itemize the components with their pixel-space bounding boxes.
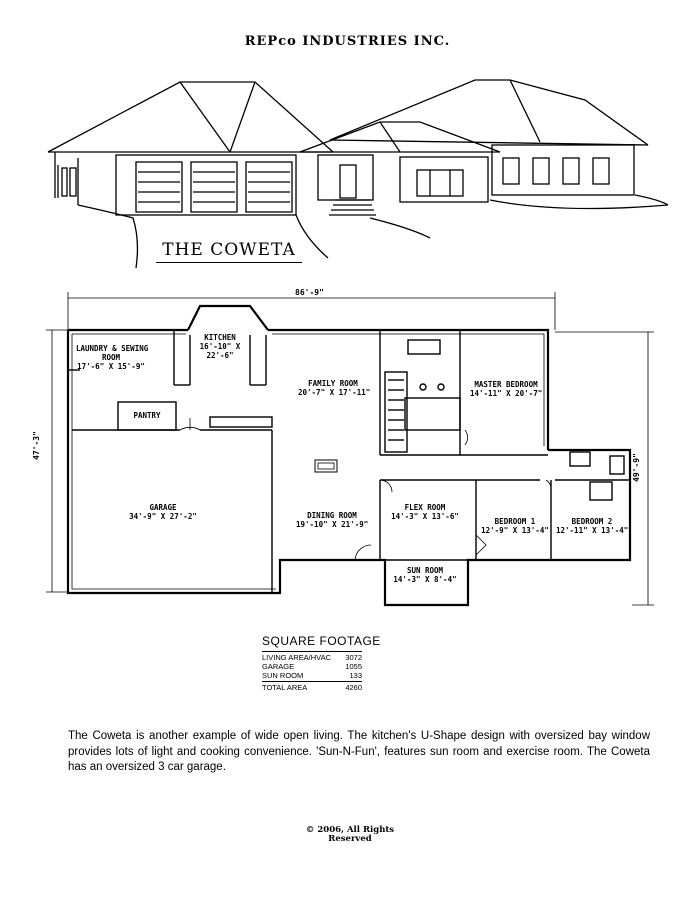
pantry-label (122, 411, 172, 420)
row-value: 1055 (345, 662, 362, 671)
family-room-label (298, 379, 371, 397)
row-label: GARAGE (262, 662, 295, 671)
plan-description: The Coweta is another example of wide open living. The kitchen's U-Shape design with oversized bay window provides lots of light and cooking convenience. 'Sun-N-Fun', features sun room and exercise room. The Coweta has an oversized 3 car garage. (68, 730, 650, 773)
sun-room-label (390, 566, 460, 584)
copyright-line: Reserved (328, 834, 372, 844)
table-total-row (262, 683, 362, 692)
table-rule (262, 651, 362, 652)
room-size: 20'-7" X 17'-11" (298, 388, 371, 397)
room-size: 19'-10" X 21'-9" (296, 520, 369, 529)
kitchen-label (190, 333, 250, 360)
row-value: 133 (349, 671, 362, 680)
room-size: 14'-3" X 13'-6" (391, 512, 459, 521)
row-label: SUN ROOM (262, 671, 304, 680)
garage-label (128, 503, 198, 521)
row-label: LIVING AREA/HVAC (262, 653, 332, 662)
room-size: 14'-3" X 8'-4" (393, 575, 457, 584)
room-name: FLEX ROOM (404, 503, 446, 512)
room-size: 34'-9" X 27'-2" (129, 512, 197, 521)
total-value: 4260 (345, 683, 362, 692)
room-size: 16'-10" X (199, 342, 241, 351)
room-name: BEDROOM 1 (494, 517, 536, 526)
total-label: TOTAL AREA (262, 683, 308, 692)
bedroom-1-label (480, 517, 550, 535)
square-footage-title: SQUARE FOOTAGE (262, 634, 381, 648)
room-name-cont: ROOM (101, 353, 121, 362)
room-size: 12'-9" X 13'-4" (481, 526, 549, 535)
room-size: 17'-6" X 15'-9" (77, 362, 145, 371)
dining-room-label (296, 511, 368, 529)
table-rule (262, 681, 362, 682)
right-depth-dimension: 49'-9" (632, 453, 641, 482)
room-name: KITCHEN (204, 333, 236, 342)
room-name: GARAGE (149, 503, 177, 512)
table-row (262, 671, 362, 680)
room-name: SUN ROOM (406, 566, 444, 575)
room-name: DINING ROOM (307, 511, 357, 520)
room-size: 12'-11" X 13'-4" (556, 526, 629, 535)
room-name: BEDROOM 2 (571, 517, 613, 526)
laundry-room-label (76, 344, 149, 371)
master-bedroom-label (470, 380, 542, 398)
plan-title: THE COWETA (162, 240, 296, 260)
table-row (262, 662, 362, 671)
room-name: LAUNDRY & SEWING (76, 344, 149, 353)
room-size-cont: 22'-6" (206, 351, 234, 360)
company-header: REPco INDUSTRIES INC. (244, 34, 451, 49)
room-name: PANTRY (133, 411, 161, 420)
room-name: FAMILY ROOM (308, 379, 358, 388)
square-footage-table (262, 650, 362, 692)
copyright-notice (290, 826, 410, 844)
room-size: 14'-11" X 20'-7" (470, 389, 543, 398)
row-value: 3072 (345, 653, 362, 662)
table-row (262, 653, 362, 662)
left-depth-dimension: 47'-3" (32, 431, 41, 460)
bedroom-2-label (556, 517, 628, 535)
overall-width-dimension: 86'-9" (295, 288, 324, 297)
room-name: MASTER BEDROOM (474, 380, 538, 389)
copyright-line: © 2006, All Rights (305, 825, 395, 835)
flex-room-label (390, 503, 460, 521)
